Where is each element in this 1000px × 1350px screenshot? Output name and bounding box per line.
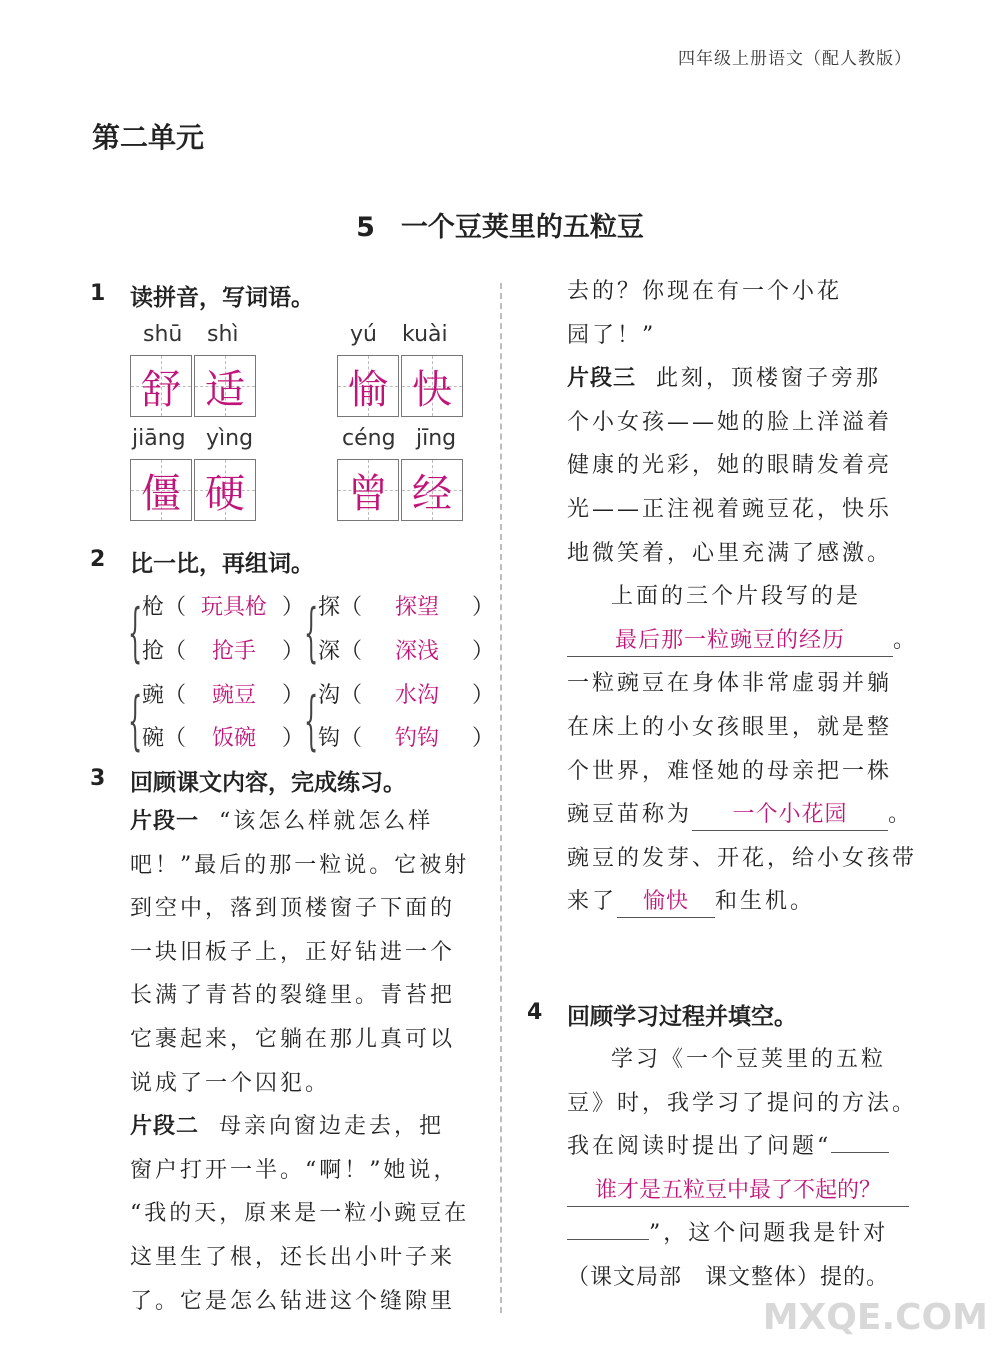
q3-number: 3	[90, 766, 106, 791]
passage-line: 光——正注视着豌豆花，快乐	[567, 496, 893, 522]
passage-line: 窗户打开一半。“啊！”她说，	[130, 1157, 459, 1183]
char-box	[130, 355, 192, 417]
page-header: 四年级上册语文（配人教版）	[678, 49, 912, 69]
pinyin: shū	[143, 322, 183, 347]
passage-label: 片段二	[130, 1114, 200, 1140]
passage-line: 长满了青苔的裂缝里。青苔把	[130, 983, 456, 1009]
q4-line: （课文局部 课文整体）提的。	[567, 1264, 890, 1290]
char-box	[401, 459, 463, 521]
compare-answer: 豌豆	[212, 683, 257, 708]
char-box	[337, 459, 399, 521]
char-box	[337, 355, 399, 417]
answer-blank	[831, 1152, 889, 1153]
pinyin: jīng	[416, 426, 457, 451]
pinyin: yú	[350, 322, 377, 347]
compare-item: 探（ 探望 ）	[318, 590, 494, 621]
passage-line: 健康的光彩，她的眼睛发着亮	[567, 453, 893, 479]
passage-line: 吧！”最后的那一粒说。它被射	[130, 852, 470, 878]
passage-line: 去的？你现在有一个小花	[567, 279, 843, 304]
question-line: 个世界，难怪她的母亲把一株	[567, 758, 893, 784]
answer-blank: 最后那一粒豌豆的经历	[567, 626, 893, 657]
char-box	[194, 459, 256, 521]
question-line: 在床上的小女孩眼里，就是整	[567, 714, 893, 740]
unit-title: 第二单元	[92, 121, 205, 154]
passage-line: 片段三 此刻，顶楼窗子旁那	[567, 366, 882, 392]
q3-right-passages	[567, 270, 927, 924]
q4-number: 4	[527, 1000, 543, 1025]
column-divider	[500, 283, 502, 1313]
lesson-number: 5	[356, 212, 375, 243]
brace-icon: {	[304, 596, 319, 670]
q2-title: 比一比，再组词。	[130, 551, 314, 577]
compare-item: 碗（ 饭碗 ）	[142, 721, 304, 752]
q4-line: 豆》时，我学习了提问的方法。	[567, 1090, 918, 1116]
compare-answer: 钓钩	[395, 726, 440, 751]
char-answer: 舒	[141, 366, 181, 413]
question-line: 豌豆苗称为 一个小花园 。	[567, 793, 927, 837]
passage-line: 到空中，落到顶楼窗子下面的	[130, 896, 456, 922]
char-box	[130, 459, 192, 521]
compare-item: 钩（ 钓钩 ）	[318, 721, 494, 752]
q2-number: 2	[90, 547, 106, 572]
q4-body	[567, 1038, 927, 1300]
pinyin: jiāng	[132, 426, 186, 451]
q4-line: ”，这个问题我是针对	[567, 1212, 927, 1256]
compare-item: 枪（ 玩具枪 ）	[142, 590, 304, 621]
passage-line: 一块旧板子上，正好钻进一个	[130, 939, 456, 965]
lesson-name: 一个豆荚里的五粒豆	[400, 212, 644, 243]
q4-line: 我在阅读时提出了问题“	[567, 1125, 927, 1169]
answer-blank	[567, 1239, 649, 1240]
compare-answer: 抢手	[212, 639, 257, 664]
pinyin: céng	[342, 426, 396, 451]
passage-line: 园了！”	[567, 322, 657, 348]
passage-line: 了。它是怎么钻进这个缝隙里	[130, 1288, 456, 1314]
answer-blank: 谁才是五粒豆中最了不起的？	[567, 1176, 909, 1207]
pinyin: shì	[207, 322, 239, 347]
question-line: 上面的三个片段写的是	[611, 584, 862, 610]
pinyin: yìng	[206, 426, 254, 451]
compare-item: 沟（ 水沟 ）	[318, 678, 494, 709]
answer-blank: 愉快	[617, 887, 715, 918]
passage-line: 说成了一个囚犯。	[130, 1070, 331, 1096]
lesson-title	[0, 205, 1000, 244]
compare-answer: 水沟	[395, 683, 440, 708]
q4-title: 回顾学习过程并填空。	[567, 1004, 797, 1030]
q4-line	[567, 1169, 927, 1213]
q1-title: 读拼音，写词语。	[130, 285, 314, 311]
passage-label: 片段三	[567, 366, 637, 392]
compare-item: 抢（ 抢手 ）	[142, 634, 304, 665]
passage-line: “我的天，原来是一粒小豌豆在	[130, 1201, 470, 1227]
char-answer: 愉	[348, 366, 388, 413]
brace-icon: {	[128, 684, 143, 758]
question-line: 一粒豌豆在身体非常虚弱并躺	[567, 671, 893, 697]
q4-line: 学习《一个豆荚里的五粒	[611, 1047, 887, 1072]
char-box	[401, 355, 463, 417]
char-answer: 经	[412, 470, 452, 517]
char-answer: 僵	[141, 470, 181, 517]
char-answer: 硬	[205, 470, 245, 517]
char-box	[194, 355, 256, 417]
compare-item: 豌（ 豌豆 ）	[142, 678, 304, 709]
passage-line: 片段一 “该怎么样就怎么样	[130, 809, 434, 834]
question-line: 来了 愉快 和生机。	[567, 880, 927, 924]
question-line: 豌豆的发芽、开花，给小女孩带	[567, 845, 918, 871]
brace-icon: {	[304, 684, 319, 758]
q3-left-passages	[130, 800, 480, 1323]
q1-number: 1	[90, 281, 106, 306]
compare-answer: 探望	[395, 595, 440, 620]
compare-answer: 深浅	[395, 639, 440, 664]
passage-line: 地微笑着，心里充满了感激。	[567, 540, 893, 566]
compare-answer: 饭碗	[212, 726, 257, 751]
passage-line: 片段二 母亲向窗边走去，把	[130, 1114, 445, 1140]
question-line: 最后那一粒豌豆的经历 。	[567, 619, 927, 663]
char-answer: 适	[205, 366, 245, 413]
passage-line: 这里生了根，还长出小叶子来	[130, 1244, 456, 1270]
brace-icon: {	[128, 596, 143, 670]
passage-label: 片段一	[130, 809, 200, 834]
compare-answer: 玩具枪	[201, 595, 268, 620]
pinyin: kuài	[402, 322, 448, 347]
char-answer: 曾	[348, 470, 388, 517]
passage-line: 它裹起来，它躺在那儿真可以	[130, 1026, 456, 1052]
q3-title: 回顾课文内容，完成练习。	[130, 770, 406, 796]
watermark: MXQE.COM	[762, 1297, 988, 1338]
passage-line: 个小女孩——她的脸上洋溢着	[567, 409, 893, 435]
compare-item: 深（ 深浅 ）	[318, 634, 494, 665]
answer-blank: 一个小花园	[692, 800, 888, 831]
char-answer: 快	[412, 366, 452, 413]
